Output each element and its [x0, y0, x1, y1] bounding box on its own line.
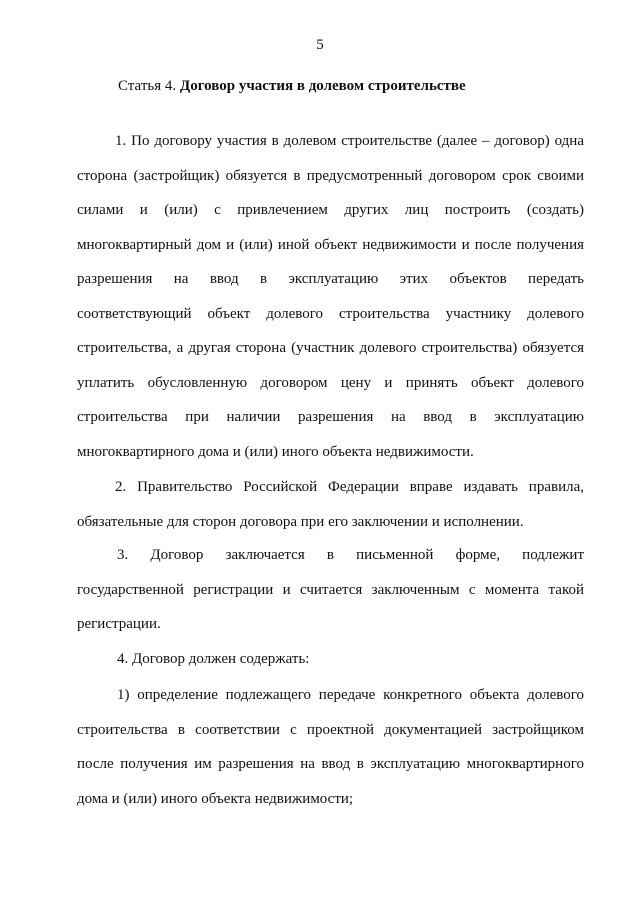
paragraph-3 — [77, 538, 584, 642]
paragraph-line: сторона (застройщик) обязуется в предусмотренный договором срок своими — [77, 167, 584, 184]
paragraph-line: соответствующий объект долевого строительства участнику долевого — [77, 305, 584, 322]
paragraph-1 — [77, 124, 584, 469]
paragraph-line: разрешения на ввод в эксплуатацию этих объектов передать — [77, 271, 584, 287]
paragraph-line: 3. Договор заключается в письменной форме, подлежит — [117, 547, 584, 563]
paragraph-line: 1) определение подлежащего передаче конкретного объекта долевого — [117, 687, 584, 703]
paragraph-line: силами и (или) с привлечением других лиц построить (создать) — [77, 202, 584, 218]
article-label: Статья 4. — [118, 78, 177, 94]
paragraph-line: строительства при наличии разрешения на ввод в эксплуатацию — [77, 409, 584, 425]
paragraph-line: регистрации. — [77, 616, 161, 632]
article-heading — [118, 78, 466, 95]
paragraph-line: обязательные для сторон договора при его заключении и исполнении. — [77, 513, 524, 530]
paragraph-line: уплатить обусловленную договором цену и принять объект долевого — [77, 374, 584, 391]
page-number: 5 — [316, 37, 324, 53]
paragraph-line: строительства в соответствии с проектной документацией застройщиком — [77, 721, 584, 738]
paragraph-line: государственной регистрации и считается заключенным с момента такой — [77, 581, 584, 598]
paragraph-line: 2. Правительство Российской Федерации вправе издавать правила, — [115, 479, 584, 495]
paragraph-line: после получения им разрешения на ввод в эксплуатацию многоквартирного — [77, 756, 584, 772]
paragraph-line: 4. Договор должен содержать: — [117, 651, 310, 667]
paragraph-line: 1. По договору участия в долевом строительстве (далее – договор) одна — [115, 133, 584, 149]
paragraph-5 — [77, 678, 584, 816]
paragraph-line: строительства, а другая сторона (участник долевого строительства) обязуется — [77, 340, 584, 356]
paragraph-line: дома и (или) иного объекта недвижимости; — [77, 790, 354, 807]
paragraph-line: многоквартирный дом и (или) иной объект недвижимости и после получения — [77, 236, 584, 253]
paragraph-2 — [77, 470, 584, 539]
paragraph-4 — [77, 642, 584, 677]
paragraph-line: многоквартирного дома и (или) иного объекта недвижимости. — [77, 443, 474, 460]
article-title: Договор участия в долевом строительстве — [179, 78, 466, 94]
